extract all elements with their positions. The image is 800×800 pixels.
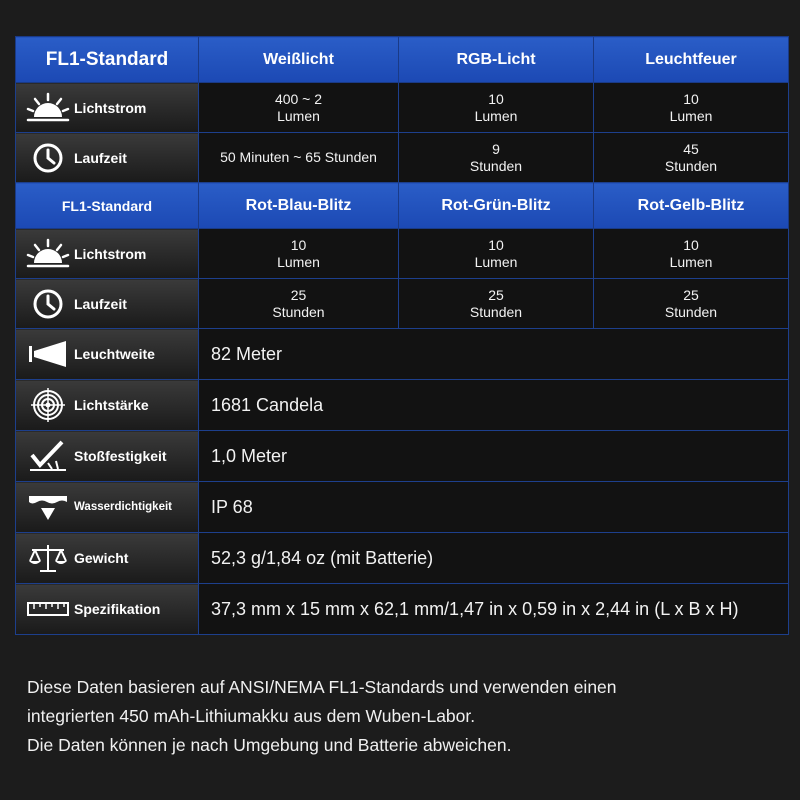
spec-row-weight	[16, 533, 789, 584]
row-label: Stoßfestigkeit	[74, 448, 167, 464]
ruler-icon	[26, 592, 70, 626]
impact-icon	[26, 439, 70, 473]
scale-icon	[26, 541, 70, 575]
luminous-flux-label-cell	[16, 229, 199, 279]
value-number: 25	[683, 286, 699, 303]
row-label: Spezifikation	[74, 601, 161, 617]
clock-icon	[26, 141, 70, 175]
sun-icon	[26, 237, 70, 271]
clock-icon	[26, 287, 70, 321]
value-cell	[399, 229, 594, 279]
section2-runtime-row	[16, 279, 789, 329]
intensity-label-cell	[16, 380, 199, 431]
value-cell	[594, 83, 789, 133]
spec-row-dimensions	[16, 584, 789, 635]
value-unit: Stunden	[469, 157, 523, 174]
section2-header-red-green: Rot-Grün-Blitz	[399, 183, 594, 229]
weight-label-cell	[16, 533, 199, 584]
value-number: 10	[683, 90, 699, 107]
luminous-flux-label-cell	[16, 83, 199, 133]
value-cell	[399, 279, 594, 329]
section1-header-standard: FL1-Standard	[16, 37, 199, 83]
value-number: 10	[488, 90, 504, 107]
section1-runtime-row	[16, 133, 789, 183]
value-cell	[199, 83, 399, 133]
row-label: Lichtstrom	[74, 245, 147, 262]
section2-header-standard: FL1-Standard	[16, 183, 199, 229]
footnote	[27, 673, 787, 760]
value-unit: Lumen	[277, 253, 320, 270]
dimensions-label-cell	[16, 584, 199, 635]
spec-row-impact	[16, 431, 789, 482]
impact-value: 1,0 Meter	[199, 431, 789, 482]
value-unit: Stunden	[469, 303, 523, 320]
value-unit: Lumen	[277, 107, 320, 124]
beam-distance-label-cell	[16, 329, 199, 380]
row-label: Laufzeit	[74, 295, 127, 312]
section1-header-row	[16, 37, 789, 83]
target-icon	[26, 388, 70, 422]
intensity-value: 1681 Candela	[199, 380, 789, 431]
value-unit: Lumen	[669, 107, 713, 124]
section1-header-rgb-light: RGB-Licht	[399, 37, 594, 83]
value-number: 45	[683, 140, 699, 157]
value-number: 25	[488, 286, 504, 303]
value-cell	[199, 133, 399, 183]
section2-header-row	[16, 183, 789, 229]
value-cell	[199, 229, 399, 279]
sun-icon	[26, 91, 70, 125]
value-unit: Lumen	[474, 107, 518, 124]
spec-table	[15, 36, 789, 635]
dimensions-value: 37,3 mm x 15 mm x 62,1 mm/1,47 in x 0,59 in x 2,44 in (L x B x H)	[199, 584, 789, 635]
section1-header-white-light: Weißlicht	[199, 37, 399, 83]
row-label: Leuchtweite	[74, 346, 155, 362]
row-label: Lichtstrom	[74, 99, 147, 116]
value-unit: Lumen	[669, 253, 713, 270]
row-label: Laufzeit	[74, 149, 127, 166]
beam-distance-icon	[26, 337, 70, 371]
value-number: 400 ~ 2	[274, 90, 323, 107]
section2-luminous-flux-row	[16, 229, 789, 279]
value-number: 10	[683, 236, 699, 253]
spec-row-waterproof	[16, 482, 789, 533]
value-cell	[399, 133, 594, 183]
value-cell	[199, 279, 399, 329]
runtime-label-cell	[16, 133, 199, 183]
value-number: 10	[290, 236, 307, 253]
value-cell	[594, 133, 789, 183]
spec-row-beam-distance	[16, 329, 789, 380]
value-unit: Stunden	[664, 157, 718, 174]
footnote-line: Diese Daten basieren auf ANSI/NEMA FL1-Standards und verwenden einen	[27, 677, 617, 697]
footnote-line: Die Daten können je nach Umgebung und Batterie abweichen.	[27, 735, 512, 755]
section1-luminous-flux-row	[16, 83, 789, 133]
waterproof-label-cell	[16, 482, 199, 533]
beam-distance-value: 82 Meter	[199, 329, 789, 380]
value-unit: Lumen	[474, 253, 518, 270]
section2-header-red-blue: Rot-Blau-Blitz	[199, 183, 399, 229]
row-label: Wasserdichtigkeit	[74, 501, 172, 513]
value-number: 9	[492, 140, 500, 157]
section2-header-red-yellow: Rot-Gelb-Blitz	[594, 183, 789, 229]
value-unit: Stunden	[272, 303, 325, 320]
weight-value: 52,3 g/1,84 oz (mit Batterie)	[199, 533, 789, 584]
value-cell	[594, 229, 789, 279]
value-cell	[594, 279, 789, 329]
value-number: 25	[290, 286, 307, 303]
footnote-line: integrierten 450 mAh-Lithiumakku aus dem Wuben-Labor.	[27, 706, 476, 726]
value-number: 50 Minuten ~ 65 Stunden	[220, 149, 377, 165]
impact-label-cell	[16, 431, 199, 482]
value-unit: Stunden	[664, 303, 718, 320]
row-label: Lichtstärke	[74, 397, 149, 413]
row-label: Gewicht	[74, 550, 129, 566]
value-number: 10	[488, 236, 504, 253]
water-icon	[26, 490, 70, 524]
spec-row-intensity	[16, 380, 789, 431]
runtime-label-cell	[16, 279, 199, 329]
section1-header-beacon: Leuchtfeuer	[594, 37, 789, 83]
value-cell	[399, 83, 594, 133]
waterproof-value: IP 68	[199, 482, 789, 533]
